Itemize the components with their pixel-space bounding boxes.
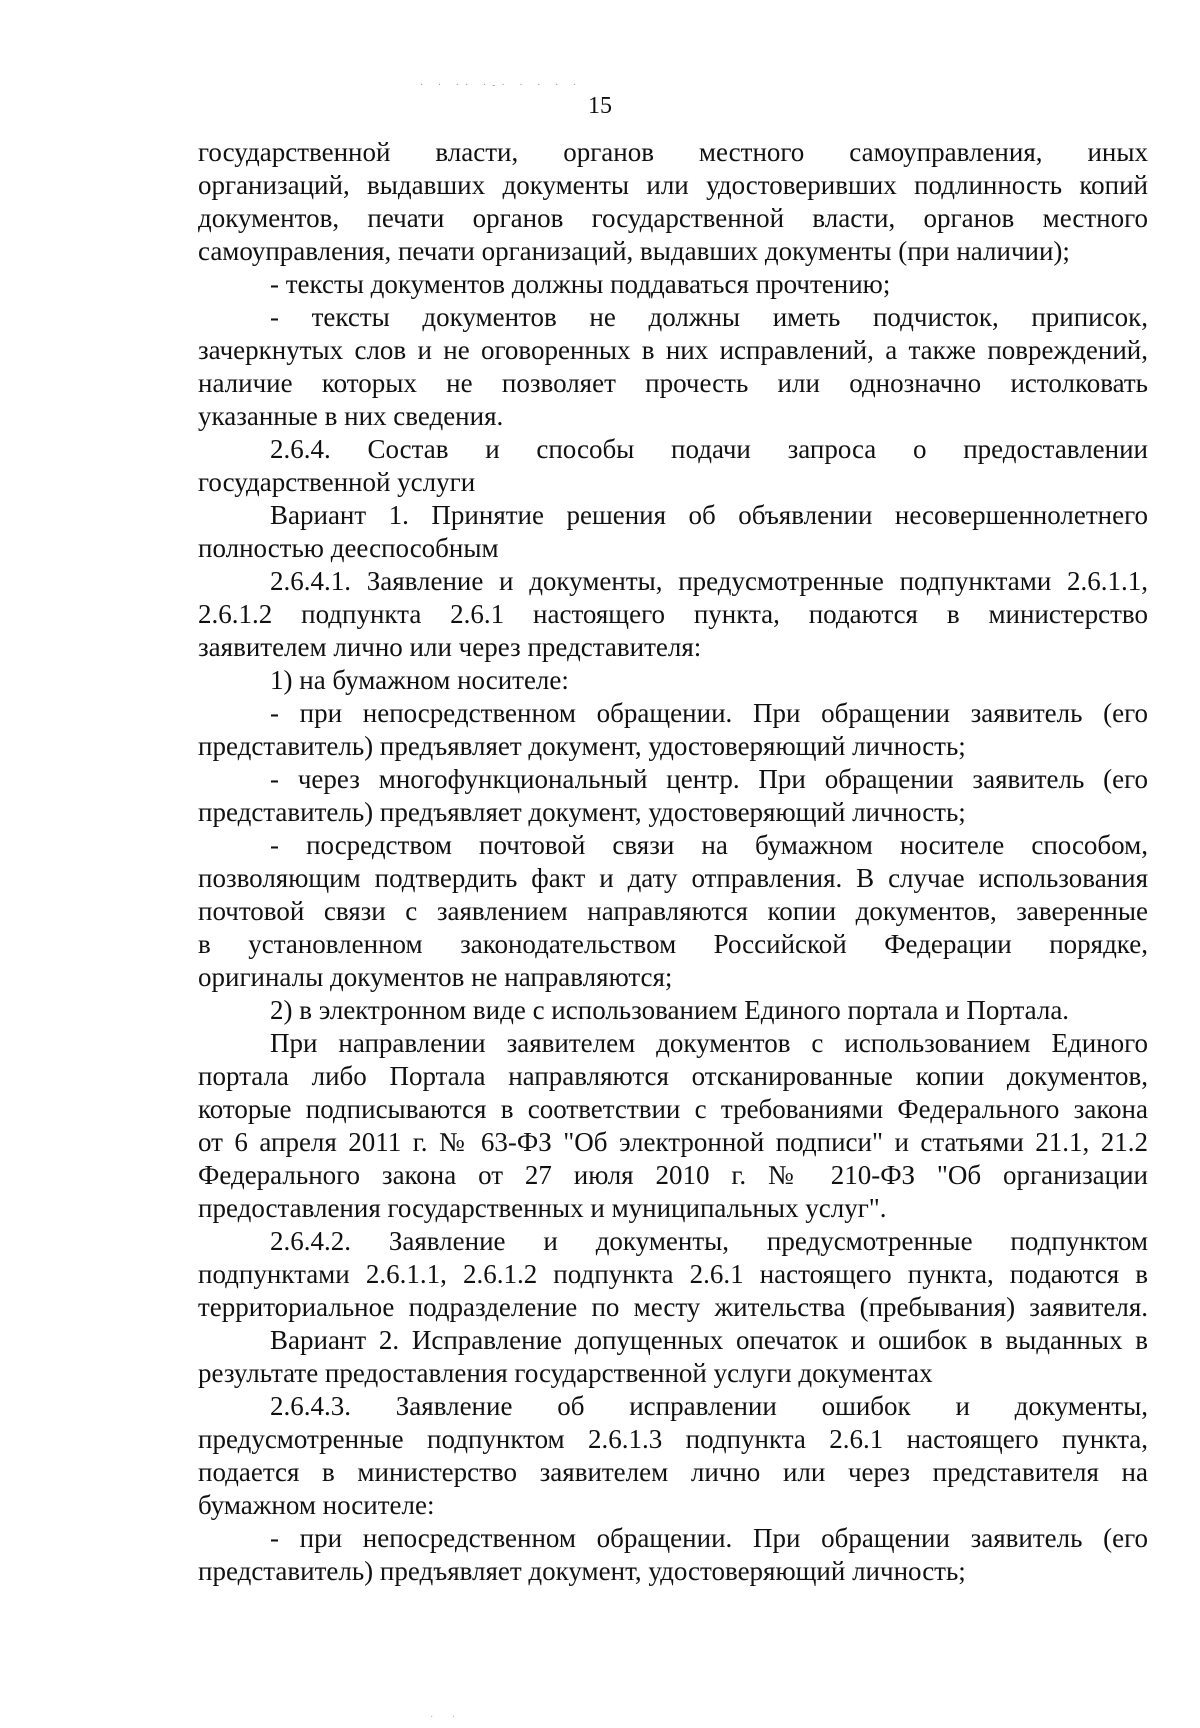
text-line: 2.6.4.3. Заявление об исправлении ошибок и документы, bbox=[270, 1391, 1148, 1421]
text-line: 2.6.4. Состав и способы подачи запроса о предоставлении bbox=[270, 434, 1148, 464]
text-line: портала либо Портала направляются отсканированные копии документов, bbox=[198, 1061, 1148, 1091]
text-line: - тексты документов не должны иметь подчисток, приписок, bbox=[270, 302, 1148, 332]
text-line: заявителем лично или через представителя: bbox=[198, 632, 702, 662]
text-line: - тексты документов должны поддаваться прочтению; bbox=[270, 269, 891, 299]
text-line: представитель) предъявляет документ, удостоверяющий личность; bbox=[198, 1556, 966, 1586]
text-line: самоуправления, печати организаций, выдавших документы (при наличии); bbox=[198, 236, 1070, 266]
text-line: подпунктами 2.6.1.1, 2.6.1.2 подпункта 2.6.1 настоящего пункта, подаются в bbox=[198, 1259, 1148, 1289]
text-line: полностью дееспособным bbox=[198, 533, 499, 563]
text-line: государственной власти, органов местного самоуправления, иных bbox=[198, 137, 1148, 167]
scan-artifact-top: · · ·· ·-· · · · · bbox=[420, 80, 583, 91]
text-line: в установленном законодательством Российской Федерации порядке, bbox=[198, 929, 1148, 959]
text-line: зачеркнутых слов и не оговоренных в них исправлений, а также повреждений, bbox=[198, 335, 1148, 365]
text-line: представитель) предъявляет документ, удостоверяющий личность; bbox=[198, 731, 966, 761]
text-line: от 6 апреля 2011 г. № 63-ФЗ "Об электронной подписи" и статьями 21.1, 21.2 bbox=[198, 1127, 1148, 1157]
text-line: 2) в электронном виде с использованием Единого портала и Портала. bbox=[270, 995, 1070, 1025]
text-line: 2.6.4.1. Заявление и документы, предусмотренные подпунктами 2.6.1.1, bbox=[270, 566, 1148, 596]
text-line: указанные в них сведения. bbox=[198, 401, 504, 431]
text-line: Вариант 2. Исправление допущенных опечаток и ошибок в выданных в bbox=[270, 1325, 1148, 1355]
text-line: позволяющим подтвердить факт и дату отправления. В случае использования bbox=[198, 863, 1148, 893]
text-line: предусмотренные подпунктом 2.6.1.3 подпункта 2.6.1 настоящего пункта, bbox=[198, 1424, 1148, 1454]
text-line: Вариант 1. Принятие решения об объявлении несовершеннолетнего bbox=[270, 500, 1148, 530]
text-line: которые подписываются в соответствии с требованиями Федерального закона bbox=[198, 1094, 1148, 1124]
text-line: Федерального закона от 27 июля 2010 г. № 210-ФЗ "Об организации bbox=[198, 1160, 1148, 1190]
text-line: - через многофункциональный центр. При обращении заявитель (его bbox=[270, 764, 1148, 794]
text-line: почтовой связи с заявлением направляются копии документов, заверенные bbox=[198, 896, 1148, 926]
text-line: организаций, выдавших документы или удостоверивших подлинность копий bbox=[198, 170, 1148, 200]
text-line: 2.6.4.2. Заявление и документы, предусмотренные подпунктом bbox=[270, 1226, 1148, 1256]
text-line: - при непосредственном обращении. При обращении заявитель (его bbox=[270, 1523, 1148, 1553]
text-line: - при непосредственном обращении. При обращении заявитель (его bbox=[270, 698, 1148, 728]
text-line: предоставления государственных и муниципальных услуг". bbox=[198, 1193, 887, 1223]
text-line: наличие которых не позволяет прочесть или однозначно истолковать bbox=[198, 368, 1148, 398]
text-line: - посредством почтовой связи на бумажном носителе способом, bbox=[270, 830, 1148, 860]
scan-artifact-bottom: · · bbox=[430, 1712, 464, 1723]
text-line: государственной услуги bbox=[198, 467, 476, 497]
text-line: бумажном носителе: bbox=[198, 1490, 435, 1520]
text-line: документов, печати органов государственной власти, органов местного bbox=[198, 203, 1148, 233]
page-number: 15 bbox=[588, 93, 612, 119]
text-line: представитель) предъявляет документ, удостоверяющий личность; bbox=[198, 797, 966, 827]
document-body bbox=[198, 136, 1148, 1588]
text-line: оригиналы документов не направляются; bbox=[198, 962, 673, 992]
text-line: 2.6.1.2 подпункта 2.6.1 настоящего пункта, подаются в министерство bbox=[198, 599, 1148, 629]
text-line: При направлении заявителем документов с использованием Единого bbox=[270, 1028, 1148, 1058]
text-line: результате предоставления государственной услуги документах bbox=[198, 1358, 933, 1388]
text-line: 1) на бумажном носителе: bbox=[270, 665, 569, 695]
text-line: территориальное подразделение по месту жительства (пребывания) заявителя. bbox=[198, 1292, 1148, 1322]
text-line: подается в министерство заявителем лично или через представителя на bbox=[198, 1457, 1148, 1487]
